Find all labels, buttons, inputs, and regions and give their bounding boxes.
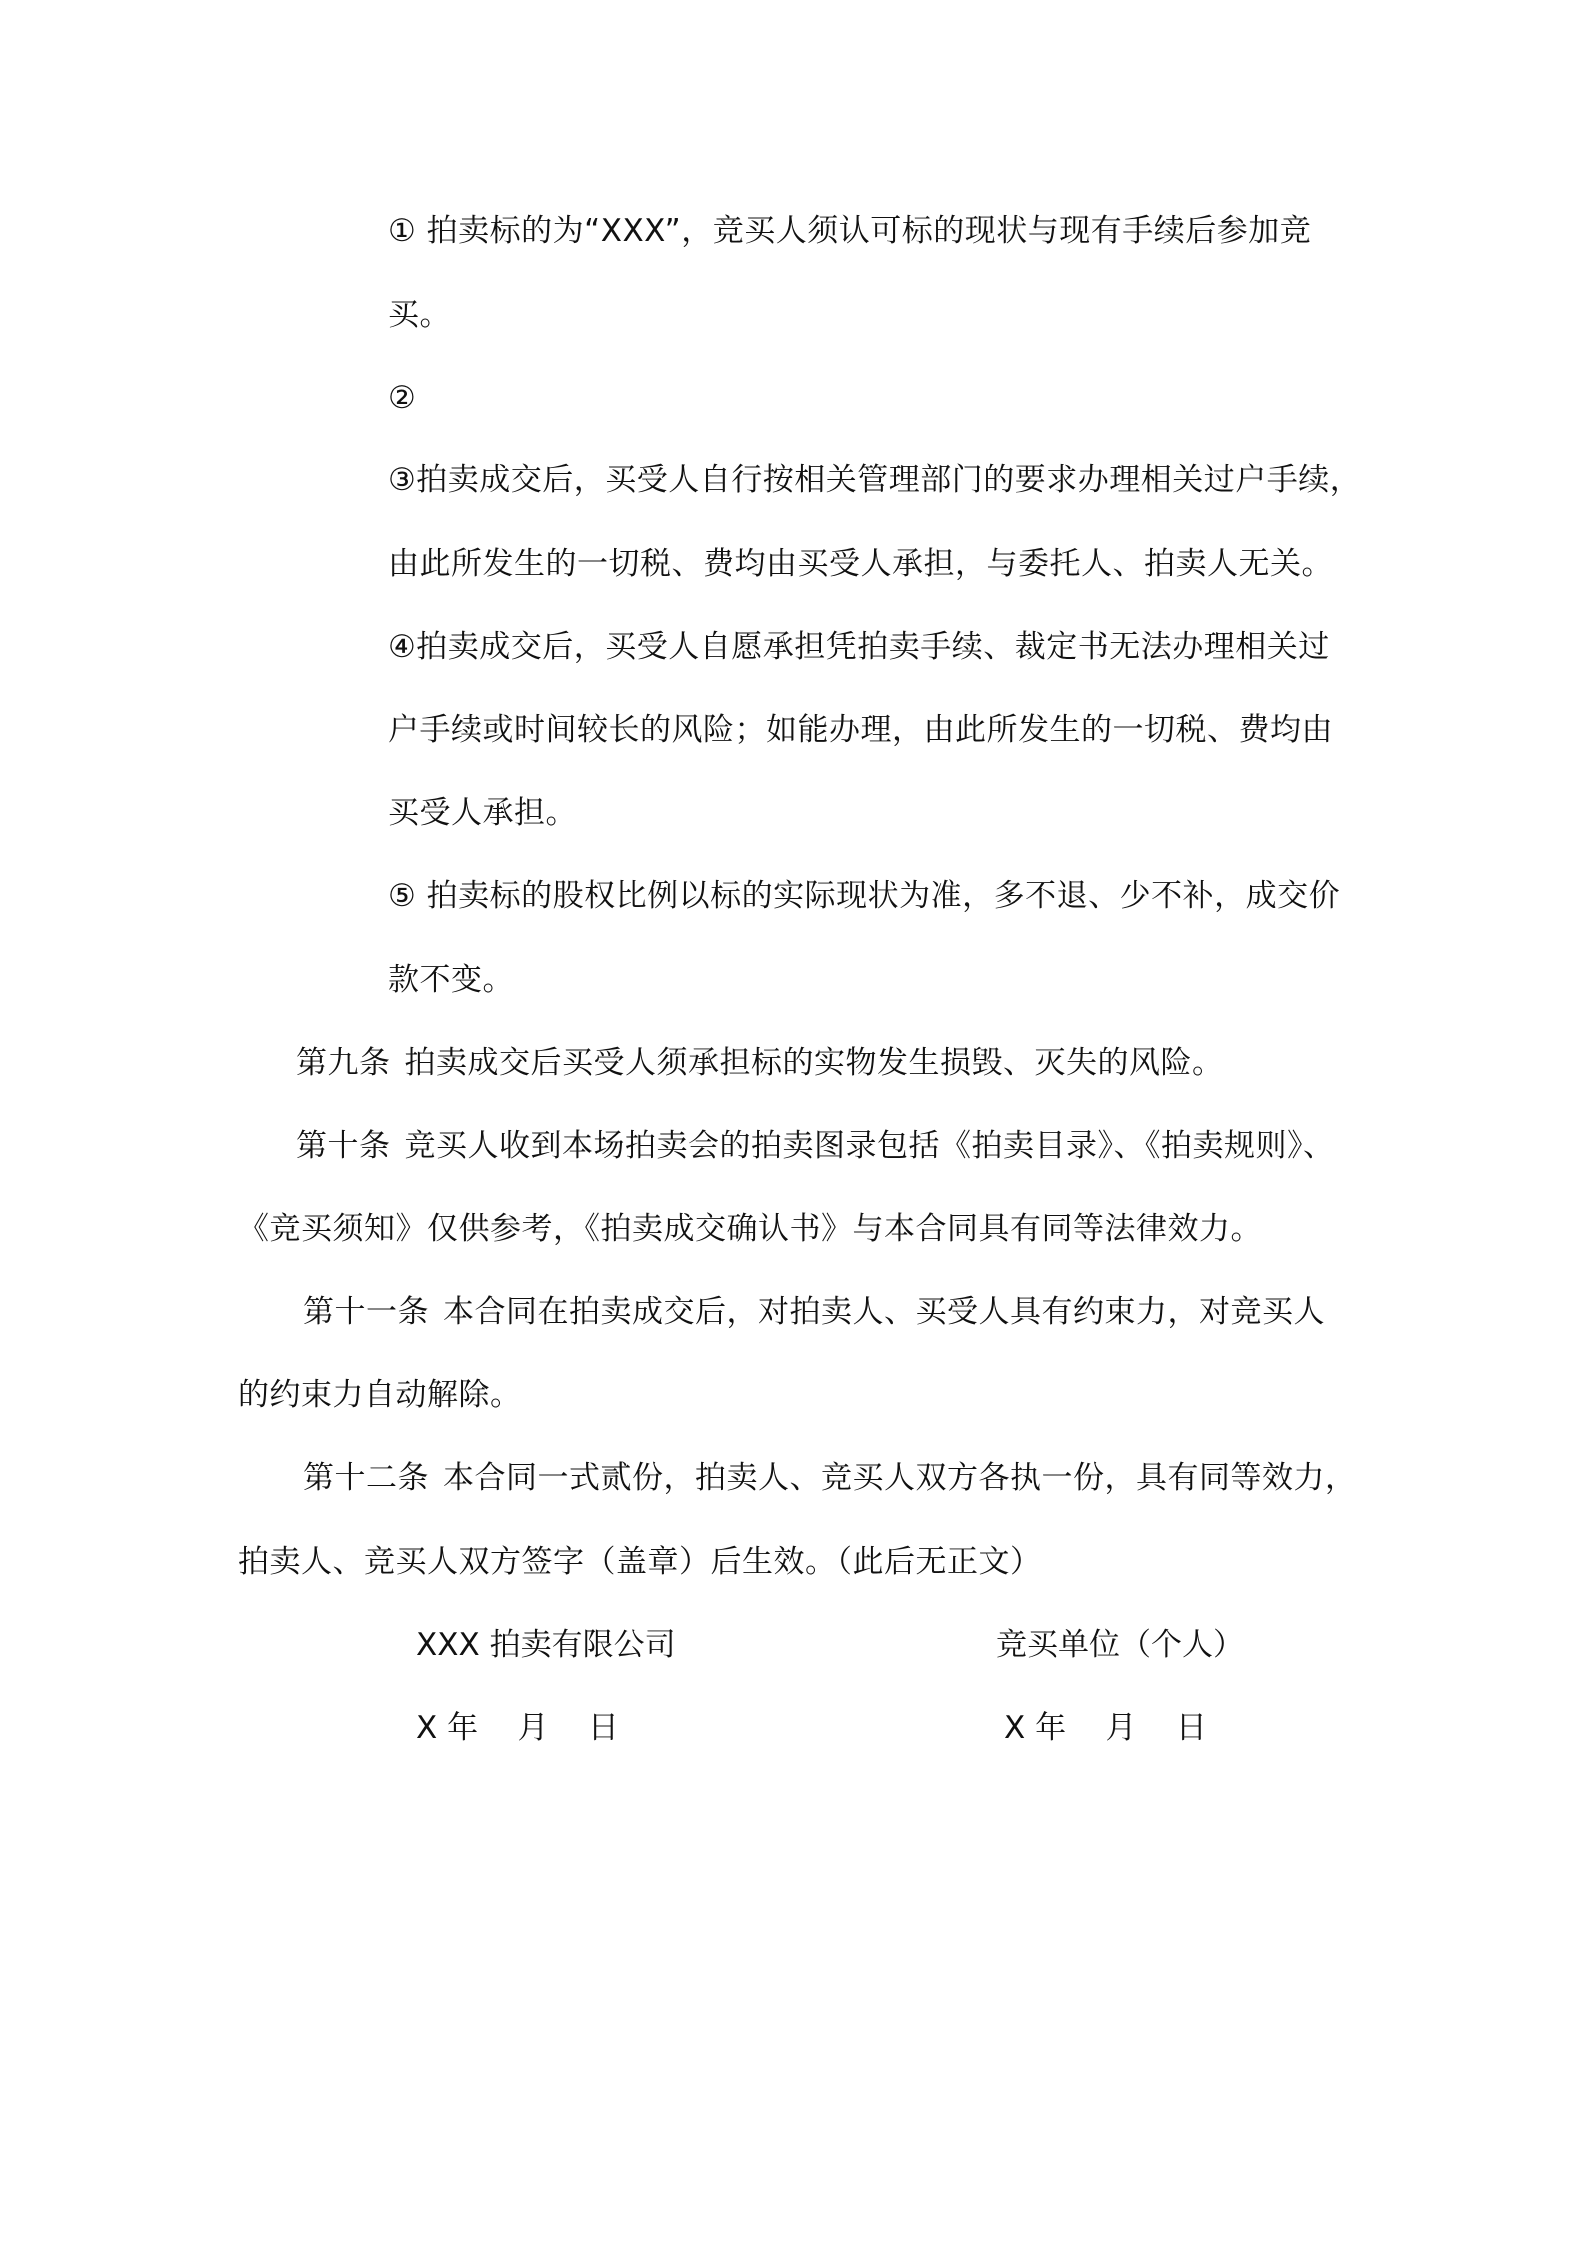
- item-2-line-1: ②: [388, 380, 417, 416]
- item-4-line-3: 买受人承担。: [388, 795, 577, 831]
- bidder-date: X 年 月 日: [1004, 1710, 1207, 1746]
- article-11-text: 本合同在拍卖成交后，对拍卖人、买受人具有约束力，对竞买人: [443, 1294, 1325, 1330]
- item-3-line-2: 由此所发生的一切税、费均由买受人承担，与委托人、拍卖人无关。: [388, 546, 1333, 582]
- bidder-name: 竞买单位（个人）: [996, 1627, 1244, 1663]
- article-9-text: 拍卖成交后买受人须承担标的实物发生损毁、灭失的风险。: [404, 1045, 1224, 1081]
- item-5-line-1: ⑤ 拍卖标的股权比例以标的实际现状为准，多不退、少不补，成交价: [388, 878, 1341, 914]
- article-12-line-2: 拍卖人、竞买人双方签字（盖章）后生效。（此后无正文）: [238, 1544, 1042, 1580]
- article-12-text: 本合同一式贰份，拍卖人、竞买人双方各执一份，具有同等效力，: [443, 1460, 1357, 1496]
- article-12: [303, 1458, 1357, 1498]
- article-10-line-2: 《竞买须知》仅供参考，《拍卖成交确认书》与本合同具有同等法律效力。: [238, 1211, 1262, 1247]
- item-1-line-2: 买。: [388, 297, 451, 333]
- auctioneer-name: XXX 拍卖有限公司: [416, 1627, 676, 1663]
- article-12-label: 第十二条: [303, 1460, 429, 1496]
- article-11: [303, 1292, 1325, 1332]
- item-5-line-2: 款不变。: [388, 962, 514, 998]
- article-10: [296, 1126, 1335, 1166]
- item-4-line-1: ④拍卖成交后，买受人自愿承担凭拍卖手续、裁定书无法办理相关过: [388, 629, 1330, 665]
- article-9: [296, 1043, 1224, 1083]
- article-11-line-2: 的约束力自动解除。: [238, 1377, 522, 1413]
- item-3-line-1: ③拍卖成交后，买受人自行按相关管理部门的要求办理相关过户手续，: [388, 462, 1362, 498]
- article-11-label: 第十一条: [303, 1294, 429, 1330]
- item-4-line-2: 户手续或时间较长的风险；如能办理，由此所发生的一切税、费均由: [388, 712, 1333, 748]
- auctioneer-date: X 年 月 日: [416, 1710, 619, 1746]
- item-1-line-1: ① 拍卖标的为“XXX”，竞买人须认可标的现状与现有手续后参加竞: [388, 213, 1312, 249]
- article-9-label: 第九条: [296, 1045, 391, 1081]
- article-10-label: 第十条: [296, 1128, 391, 1164]
- article-10-text: 竞买人收到本场拍卖会的拍卖图录包括《拍卖目录》、《拍卖规则》、: [404, 1128, 1335, 1164]
